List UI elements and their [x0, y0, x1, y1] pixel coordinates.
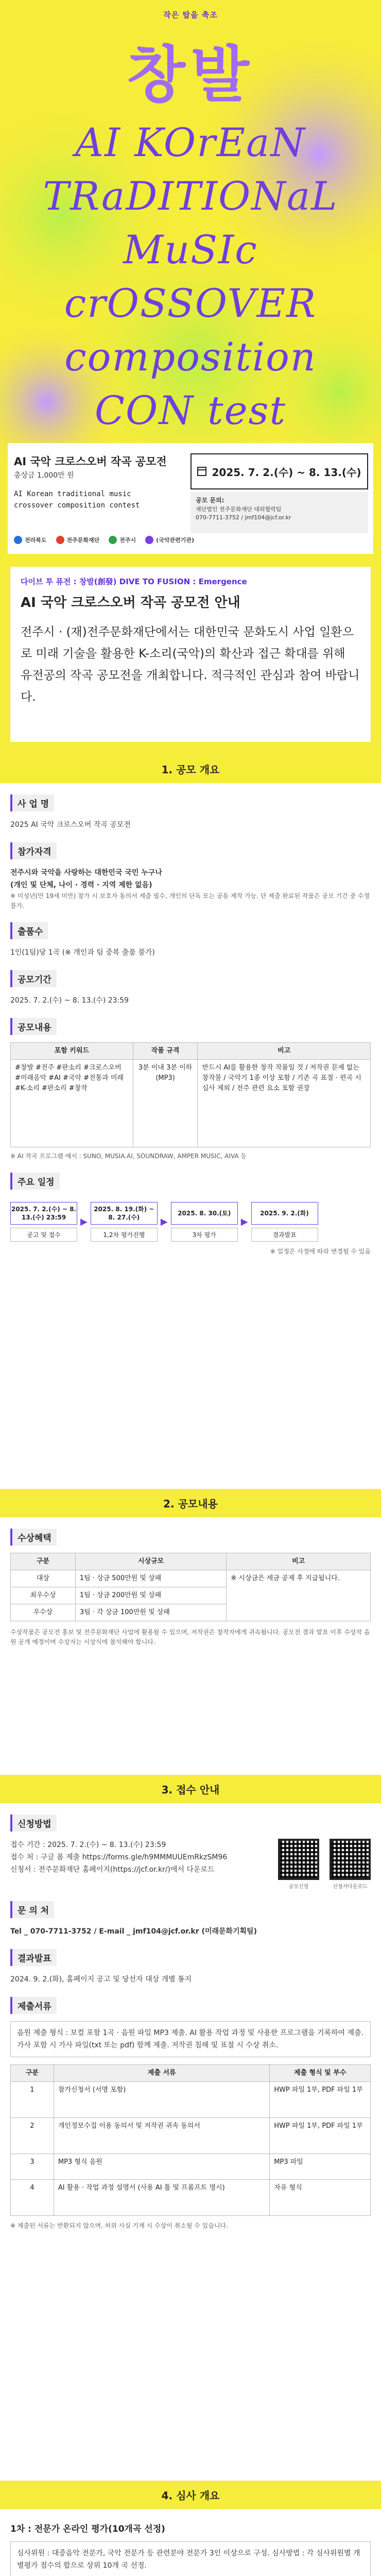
prize-count: 3팀	[79, 1608, 91, 1616]
contest-title-en-line: crossover composition contest	[14, 501, 140, 510]
sponsor-name: (국악관련기관)	[156, 536, 194, 544]
arrow-right-icon: ▶	[80, 1216, 88, 1227]
table-header: 비고	[198, 1043, 371, 1060]
table-cell: MP3 파일	[270, 2154, 371, 2180]
subheading: 공모기간	[10, 970, 57, 987]
sponsor-name: 전라북도	[25, 536, 47, 544]
sponsor-logo	[145, 536, 194, 544]
sponsor-logos	[14, 531, 369, 549]
hero-line: CON test	[94, 387, 287, 433]
hero-line: crOSSOVER	[64, 280, 317, 326]
table-cell: 1팀 · 상금 500만원 및 상패	[75, 1570, 227, 1587]
table-header: 시상규모	[75, 1553, 227, 1570]
table-cell: HWP 파일 1부, PDF 파일 1부	[270, 2082, 371, 2118]
table-header: 비고	[227, 1553, 371, 1570]
subheading: 사 업 명	[10, 794, 54, 811]
table-cell: 3	[11, 2154, 54, 2180]
schedule-label: 결과발표	[251, 1228, 318, 1242]
table-cell: 반드시 AI를 활용한 창작 작품일 것 / 저작권 문제 없는 창작물 / 국악기 1종 이상 포함 / 기존 곡 표절 · 편곡 시 심사 제외 / 전주 관련 요소 포함 권장	[198, 1060, 371, 1147]
apply-line[interactable]: 접수 처 : 구글 폼 제출 https://forms.gle/h9MMMUUEmRkzSM96	[10, 1853, 228, 1861]
contact-info: Tel _ 070-7711-3752 / E-mail _ jmf104@jcf.or.kr (미래문화기획팀)	[10, 1927, 257, 1936]
prize-bullets: 수상작품은 공모전 홍보 및 전주문화재단 사업에 활용될 수 있으며, 저작권은 창작자에게 귀속됩니다. 공모전 결과 발표 이후 수상작 음원 공개 예정이며 수상자는 시상식에 참석해야 합니다.	[10, 1629, 370, 1646]
table-cell: 대상	[11, 1570, 76, 1587]
subheading: 문 의 처	[10, 1901, 54, 1918]
table-header: 작품 규격	[133, 1043, 198, 1060]
table-cell: 1	[11, 2082, 54, 2118]
apply-text	[10, 1839, 272, 1890]
prize-count: 1팀	[79, 1574, 91, 1582]
inquiry-box	[190, 492, 368, 533]
intro-heading: AI 국악 크로스오버 작곡 공모전 안내	[21, 595, 240, 611]
schedule-label: 1,2차 평가진행	[91, 1228, 158, 1242]
schedule-item	[251, 1202, 318, 1242]
schedule-label: 공고 및 접수	[10, 1228, 77, 1242]
hero-org: 작은 탑을 축조	[163, 10, 218, 20]
schedule-label: 3차 평가	[171, 1228, 238, 1242]
subheading: 주요 일정	[10, 1173, 60, 1190]
round-box: 심사위원 : 대중음악 전문가, 국악 전문가 등 관련분야 전문가 3인 이상으로 구성. 심사방법 : 각 심사위원별 개별평가 점수의 합으로 상위 10개 곡 선정.	[10, 2541, 371, 2576]
qr-item[interactable]	[278, 1839, 319, 1890]
logo-mark-icon	[145, 536, 153, 544]
subheading: 신청방법	[10, 1815, 57, 1832]
section-overview	[0, 783, 381, 1489]
sponsor-name: 전주문화재단	[66, 536, 100, 544]
subheading: 제출서류	[10, 1997, 57, 2014]
hero-line: AI KOrEaN	[75, 120, 306, 165]
qr-code-icon[interactable]	[330, 1839, 371, 1880]
subheading: 공모내용	[10, 1018, 57, 1035]
hero-title: 창발	[127, 39, 254, 110]
table-cell: 3분 이내 3분 이하 (MP3)	[133, 1060, 198, 1147]
subheading: 참가자격	[10, 842, 57, 859]
table-header: 제출 형식 및 부수	[270, 2065, 371, 2082]
eligibility-note: ※ 미성년(만 19세 미만) 참가 시 보호자 동의서 제출 필수, 개인의 단독 또는 공동 제작 가능. 단 제출 완료된 작품은 공모 기간 중 수정 불가.	[10, 892, 370, 909]
arrow-right-icon: ▶	[240, 1216, 248, 1227]
qr-item[interactable]	[330, 1839, 371, 1890]
table-cell: 우수상	[11, 1604, 76, 1621]
contest-title-en-line: AI Korean traditional music	[14, 490, 131, 498]
table-header: 구분	[11, 1553, 76, 1570]
table-cell: 4	[11, 2180, 54, 2216]
docs-note: ※ 제출된 서류는 반환되지 않으며, 허위 사실 기재 시 수상이 취소될 수 있습니다.	[10, 2222, 228, 2229]
sponsor-logo	[109, 536, 136, 544]
logo-mark-icon	[56, 536, 64, 544]
table-cell: 개인정보수집 이용 동의서 및 저작권 귀속 동의서	[54, 2118, 269, 2154]
hero	[0, 0, 381, 554]
subheading: 출품수	[10, 922, 48, 939]
apply-line: 접수 기간 : 2025. 7. 2.(수) ~ 8. 13.(수) 23:59	[10, 1841, 166, 1849]
table-cell: 최우수상	[11, 1587, 76, 1604]
section-header: 4. 심사 개요	[0, 2481, 381, 2509]
contest-date: 2025. 7. 2.(수) ~ 8. 13.(수)	[212, 466, 361, 479]
sponsor-logo	[14, 536, 47, 544]
qr-label: 공모신청	[288, 1884, 309, 1890]
eligibility: 전주시와 국악을 사랑하는 대한민국 국민 누구나	[10, 869, 162, 877]
apply-row	[10, 1839, 371, 1890]
sponsor-logo	[56, 536, 100, 544]
schedule-date: 2025. 7. 2.(수) ~ 8. 13.(수) 23:59	[10, 1202, 77, 1225]
sponsor-name: 전주시	[119, 536, 136, 544]
docs-table	[10, 2064, 371, 2216]
table-cell: MP3 형식 음원	[54, 2154, 269, 2180]
entry-period: 2025. 7. 2.(수) ~ 8. 13.(수) 23:59	[10, 996, 129, 1005]
schedule-date: 2025. 9. 2.(화)	[251, 1202, 318, 1225]
entry-count: 1인(1팀)당 1곡 (※ 개인과 팀 중복 출품 불가)	[10, 948, 155, 957]
inquiry-line: 070-7711-3752 / jmf104@jcf.or.kr	[196, 514, 291, 521]
calendar-icon	[197, 467, 206, 476]
section-header: 2. 공모내용	[0, 1489, 381, 1517]
contest-title: AI 국악 크로스오버 작곡 공모전	[14, 455, 167, 468]
schedule-date: 2025. 8. 30.(토)	[171, 1202, 238, 1225]
ai-tools-note: ※ AI 작곡 프로그램 예시 : SUNO, MUSIA.AI, SOUNDRAW, AMPER MUSIC, AIVA 등	[10, 1153, 247, 1160]
prize-count: 1팀	[79, 1591, 91, 1599]
prize-total: 총상금 1,000만 원	[14, 471, 74, 480]
qr-codes	[278, 1839, 371, 1890]
inquiry-line: 재단법인 전주문화재단 대외협력팀	[196, 506, 282, 513]
contest-title-en	[14, 488, 140, 511]
docs-box: 음원 제출 형식 : 보컬 포함 1곡 · 음원 파일 MP3 제출. AI 활용 작업 과정 및 사용한 프로그램을 기록하여 제출. 가사 포함 시 가사 파일(txt 또는 pdf) 함께 제출. 저작권 침해 및 표절 시 수상 취소.	[10, 2021, 371, 2057]
prize-amount: 상금 500만원 및 상패	[97, 1574, 162, 1582]
hero-line: composition	[64, 334, 317, 380]
section-content	[0, 1517, 381, 1775]
intro-box	[10, 567, 371, 742]
schedule-item	[91, 1202, 158, 1242]
subheading: 수상혜택	[10, 1529, 57, 1546]
table-cell: HWP 파일 1부, PDF 파일 1부	[270, 2118, 371, 2154]
table-header: 구분	[11, 2065, 54, 2082]
prize-amount: 상금 200만원 및 상패	[97, 1591, 162, 1599]
schedule-date: 2025. 8. 19.(화) ~ 8. 27.(수)	[91, 1202, 158, 1225]
qr-label: 신청서다운로드	[333, 1884, 368, 1890]
schedule-item	[10, 1202, 77, 1242]
section-header: 3. 접수 안내	[0, 1775, 381, 1803]
arrow-right-icon: ▶	[160, 1216, 168, 1227]
logo-mark-icon	[14, 536, 22, 544]
hero-title-lines	[0, 116, 381, 437]
intro-tagline: 다이브 투 퓨전 : 창발(創發) DIVE TO FUSION : Emergence	[21, 577, 247, 586]
hero-line: TRaDITIONaL MuSIc	[43, 173, 338, 273]
table-cell: AI 활용 · 작업 과정 설명서 (사용 AI 툴 및 프롬프트 명시)	[54, 2180, 269, 2216]
logo-mark-icon	[109, 536, 117, 544]
section-header: 1. 공모 개요	[0, 755, 381, 783]
subheading: 결과발표	[10, 1949, 57, 1966]
schedule-timeline	[10, 1202, 371, 1242]
section-content	[0, 2518, 381, 2576]
table-cell: 2	[11, 2118, 54, 2154]
table-cell: 1팀 · 상금 200만원 및 상패	[75, 1587, 227, 1604]
prize-table	[10, 1553, 371, 1621]
hero-info-card	[8, 443, 373, 554]
section-content	[0, 1803, 381, 2481]
table-cell: ※ 시상금은 세금 공제 후 지급됩니다.	[227, 1570, 371, 1621]
schedule-note: ※ 일정은 사정에 따라 변경될 수 있음	[270, 1248, 371, 1255]
intro-body: 전주시 · (재)전주문화재단에서는 대한민국 문화도시 사업 일환으로 미래 기술을 활용한 K-소리(국악)의 확산과 접근 확대를 위해 유전공의 작곡 공모전을 개최합니다. 적극적인 관심과 참여 바랍니다.	[21, 625, 360, 704]
eligibility-detail: (개인 및 단체, 나이 · 경력 · 지역 제한 없음)	[10, 881, 152, 889]
table-header: 제출 서류	[54, 2065, 269, 2082]
round-heading: 1차 : 전문가 온라인 평가(10개곡 선정)	[10, 2524, 165, 2534]
table-cell: #창발 #전주 #판소리 #크로스오버 #미래음악 #AI #국악 #전통과 미래 #K-소리 #판소리 #창작	[11, 1060, 133, 1147]
table-cell: 3팀 · 각 상금 100만원 및 상패	[75, 1604, 227, 1621]
contest-date-box	[190, 453, 368, 489]
prize-amount: 각 상금 100만원 및 상패	[97, 1608, 170, 1616]
qr-code-icon[interactable]	[278, 1839, 319, 1880]
table-header: 포함 키워드	[11, 1043, 133, 1060]
table-cell: 참가신청서 (서명 포함)	[54, 2082, 269, 2118]
intro-band	[0, 554, 381, 755]
result-info: 2024. 9. 2.(화), 홈페이지 공고 및 당선자 대상 개별 통지	[10, 1975, 192, 1984]
project-name: 2025 AI 국악 크로스오버 작곡 공모전	[10, 821, 131, 829]
schedule-item	[171, 1202, 238, 1242]
spec-table	[10, 1042, 371, 1147]
apply-line[interactable]: 신청서 : 전주문화재단 홈페이지(https://jcf.or.kr/)에서 다운로드	[10, 1866, 215, 1874]
table-cell: 자유 형식	[270, 2180, 371, 2216]
inquiry-title: 공모 문의:	[196, 497, 224, 504]
